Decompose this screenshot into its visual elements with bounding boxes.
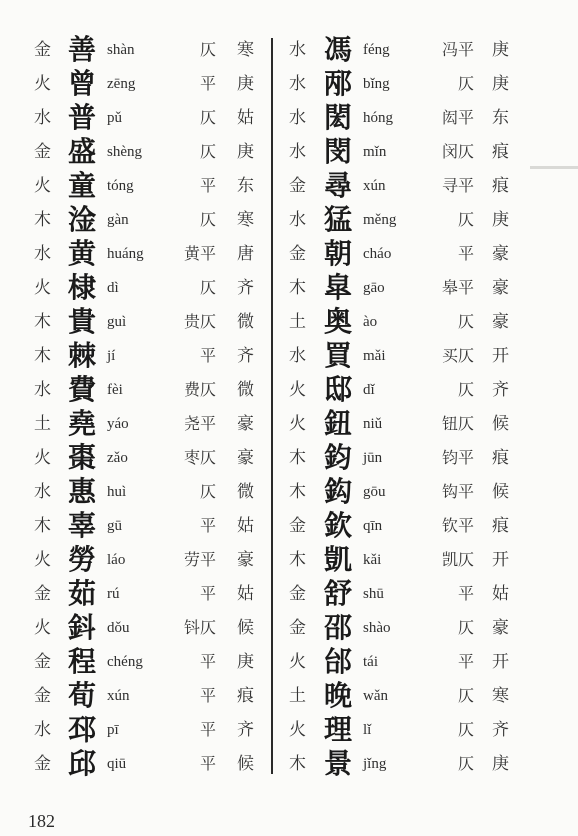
pinyin: qiū bbox=[107, 756, 127, 772]
surname-character: 舒 bbox=[324, 577, 353, 610]
element-label: 水 bbox=[289, 40, 306, 60]
tone-note: 仄 bbox=[199, 482, 216, 501]
entry-row bbox=[278, 237, 578, 271]
element-label: 水 bbox=[289, 346, 306, 366]
entry-row bbox=[278, 645, 578, 679]
element-label: 水 bbox=[34, 720, 51, 740]
entry-row bbox=[278, 271, 578, 305]
element-label: 金 bbox=[289, 584, 306, 604]
entry-row bbox=[278, 373, 578, 407]
surname-character: 鈞 bbox=[324, 441, 353, 474]
pinyin: kǎi bbox=[363, 552, 382, 568]
entry-row bbox=[278, 135, 578, 169]
tone-note: 枣仄 bbox=[183, 448, 216, 467]
pinyin: ào bbox=[363, 314, 378, 330]
pinyin: lǐ bbox=[363, 722, 372, 738]
entry-row bbox=[0, 169, 268, 203]
surname-character: 程 bbox=[68, 645, 97, 678]
tone-note: 仄 bbox=[199, 40, 216, 59]
pinyin: hóng bbox=[363, 110, 393, 126]
rhyme-group: 庚 bbox=[237, 74, 254, 94]
element-label: 火 bbox=[289, 720, 306, 740]
rhyme-group: 开 bbox=[492, 346, 509, 366]
pinyin: chéng bbox=[107, 654, 143, 670]
pinyin: pī bbox=[107, 722, 119, 738]
entry-row bbox=[278, 305, 578, 339]
surname-character: 鈕 bbox=[324, 407, 353, 440]
element-label: 金 bbox=[34, 754, 51, 774]
pinyin: shàn bbox=[107, 42, 135, 58]
surname-character: 盛 bbox=[68, 135, 97, 168]
surname-character: 閎 bbox=[324, 101, 353, 134]
tone-note: 冯平 bbox=[441, 40, 474, 59]
rhyme-group: 齐 bbox=[237, 278, 254, 298]
rhyme-group: 候 bbox=[492, 482, 509, 502]
tone-note: 劳平 bbox=[183, 550, 216, 569]
rhyme-group: 寒 bbox=[492, 686, 509, 706]
entry-row bbox=[0, 543, 268, 577]
surname-character: 鈎 bbox=[324, 475, 353, 508]
pinyin: zēng bbox=[107, 76, 136, 92]
tone-note: 平 bbox=[199, 74, 216, 93]
column-divider bbox=[271, 38, 273, 774]
tone-note: 闳平 bbox=[441, 108, 474, 127]
pinyin: féng bbox=[363, 42, 390, 58]
entry-row bbox=[278, 169, 578, 203]
element-label: 金 bbox=[289, 176, 306, 196]
rhyme-group: 姑 bbox=[237, 584, 254, 604]
pinyin: cháo bbox=[363, 246, 392, 262]
right-column bbox=[278, 33, 578, 781]
tone-note: 寻平 bbox=[441, 176, 474, 195]
surname-character: 猛 bbox=[324, 203, 353, 236]
element-label: 水 bbox=[34, 482, 51, 502]
entry-row bbox=[278, 509, 578, 543]
rhyme-group: 豪 bbox=[492, 278, 509, 298]
tone-note: 仄 bbox=[199, 278, 216, 297]
pinyin: jūn bbox=[363, 450, 383, 466]
tone-note: 平 bbox=[199, 686, 216, 705]
element-label: 木 bbox=[289, 482, 306, 502]
rhyme-group: 候 bbox=[492, 414, 509, 434]
surname-character: 棣 bbox=[68, 271, 97, 304]
element-label: 火 bbox=[34, 74, 51, 94]
entry-row bbox=[0, 509, 268, 543]
entry-row bbox=[278, 679, 578, 713]
entry-row bbox=[0, 713, 268, 747]
tone-note: 钦平 bbox=[441, 516, 474, 535]
pinyin: rú bbox=[107, 586, 120, 602]
rhyme-group: 姑 bbox=[492, 584, 509, 604]
surname-character: 惠 bbox=[68, 475, 97, 508]
rhyme-group: 齐 bbox=[237, 720, 254, 740]
pinyin: huì bbox=[107, 484, 127, 500]
rhyme-group: 庚 bbox=[492, 40, 509, 60]
pinyin: gāo bbox=[363, 280, 385, 296]
surname-character: 淦 bbox=[68, 203, 97, 236]
tone-note: 贵仄 bbox=[183, 312, 216, 331]
tone-note: 仄 bbox=[199, 108, 216, 127]
pinyin: mǎi bbox=[363, 348, 386, 364]
rhyme-group: 东 bbox=[237, 176, 254, 196]
entry-row bbox=[0, 373, 268, 407]
surname-character: 欽 bbox=[324, 509, 353, 542]
surname-character: 勞 bbox=[68, 543, 97, 576]
surname-character: 理 bbox=[324, 713, 353, 746]
rhyme-group: 痕 bbox=[492, 176, 509, 196]
element-label: 木 bbox=[289, 278, 306, 298]
rhyme-group: 候 bbox=[237, 618, 254, 638]
pinyin: láo bbox=[107, 552, 126, 568]
pinyin: guì bbox=[107, 314, 127, 330]
rhyme-group: 豪 bbox=[237, 414, 254, 434]
pinyin: gōu bbox=[363, 484, 386, 500]
surname-character: 堯 bbox=[68, 407, 97, 440]
pinyin: niǔ bbox=[363, 416, 383, 432]
surname-character: 朝 bbox=[324, 237, 353, 270]
tone-note: 仄 bbox=[457, 754, 474, 773]
element-label: 水 bbox=[289, 142, 306, 162]
pinyin: gàn bbox=[107, 212, 129, 228]
tone-note: 尧平 bbox=[183, 414, 216, 433]
pinyin: pǔ bbox=[107, 110, 122, 126]
tone-note: 仄 bbox=[457, 210, 474, 229]
entry-row bbox=[0, 407, 268, 441]
element-label: 金 bbox=[34, 142, 51, 162]
entry-row bbox=[278, 67, 578, 101]
entry-row bbox=[278, 407, 578, 441]
entry-row bbox=[0, 203, 268, 237]
entry-row bbox=[278, 713, 578, 747]
rhyme-group: 开 bbox=[492, 550, 509, 570]
pinyin: wǎn bbox=[363, 688, 388, 704]
entry-row bbox=[0, 271, 268, 305]
surname-character: 茹 bbox=[68, 577, 97, 610]
rhyme-group: 微 bbox=[237, 312, 254, 332]
pinyin: mǐn bbox=[363, 144, 387, 160]
rhyme-group: 痕 bbox=[492, 516, 509, 536]
surname-character: 曾 bbox=[68, 67, 97, 100]
rhyme-group: 姑 bbox=[237, 108, 254, 128]
entry-row bbox=[0, 101, 268, 135]
tone-note: 仄 bbox=[457, 686, 474, 705]
rhyme-group: 庚 bbox=[237, 652, 254, 672]
tone-note: 平 bbox=[199, 176, 216, 195]
tone-note: 凯仄 bbox=[441, 550, 474, 569]
surname-character: 馮 bbox=[324, 33, 353, 66]
pinyin: qīn bbox=[363, 518, 383, 534]
surname-character: 晚 bbox=[324, 679, 353, 712]
element-label: 水 bbox=[289, 210, 306, 230]
entry-row bbox=[278, 611, 578, 645]
rhyme-group: 豪 bbox=[492, 618, 509, 638]
pinyin: xún bbox=[363, 178, 386, 194]
rhyme-group: 微 bbox=[237, 482, 254, 502]
tone-note: 钩平 bbox=[441, 482, 474, 501]
entry-row bbox=[278, 475, 578, 509]
element-label: 土 bbox=[34, 414, 51, 434]
element-label: 水 bbox=[289, 108, 306, 128]
tone-note: 平 bbox=[199, 720, 216, 739]
tone-note: 钭仄 bbox=[183, 618, 216, 637]
element-label: 水 bbox=[289, 74, 306, 94]
tone-note: 平 bbox=[457, 244, 474, 263]
pinyin: gū bbox=[107, 518, 122, 534]
entry-row bbox=[0, 645, 268, 679]
element-label: 火 bbox=[289, 414, 306, 434]
surname-character: 棗 bbox=[68, 441, 97, 474]
entry-row bbox=[278, 101, 578, 135]
entry-row bbox=[278, 747, 578, 781]
element-label: 水 bbox=[34, 244, 51, 264]
surname-character: 奥 bbox=[324, 305, 353, 338]
element-label: 木 bbox=[34, 312, 51, 332]
rhyme-group: 庚 bbox=[492, 74, 509, 94]
surname-character: 買 bbox=[324, 339, 353, 372]
rhyme-group: 齐 bbox=[492, 380, 509, 400]
entry-row bbox=[278, 441, 578, 475]
entry-row bbox=[0, 67, 268, 101]
surname-character: 邰 bbox=[324, 645, 353, 678]
rhyme-group: 微 bbox=[237, 380, 254, 400]
element-label: 火 bbox=[289, 652, 306, 672]
surname-character: 凱 bbox=[324, 543, 353, 576]
element-label: 木 bbox=[289, 754, 306, 774]
pinyin: shào bbox=[363, 620, 391, 636]
pinyin: měng bbox=[363, 212, 397, 228]
tone-note: 费仄 bbox=[183, 380, 216, 399]
surname-character: 費 bbox=[68, 373, 97, 406]
tone-note: 仄 bbox=[457, 380, 474, 399]
rhyme-group: 痕 bbox=[492, 448, 509, 468]
rhyme-group: 姑 bbox=[237, 516, 254, 536]
pinyin: jǐng bbox=[363, 756, 387, 772]
rhyme-group: 痕 bbox=[237, 686, 254, 706]
entry-row bbox=[0, 237, 268, 271]
tone-note: 仄 bbox=[457, 720, 474, 739]
tone-note: 买仄 bbox=[441, 346, 474, 365]
element-label: 火 bbox=[34, 448, 51, 468]
surname-character: 鈄 bbox=[68, 611, 97, 644]
rhyme-group: 豪 bbox=[237, 550, 254, 570]
rhyme-group: 痕 bbox=[492, 142, 509, 162]
pinyin: jí bbox=[107, 348, 116, 364]
element-label: 木 bbox=[289, 448, 306, 468]
pinyin: zǎo bbox=[107, 450, 128, 466]
pinyin: fèi bbox=[107, 382, 123, 398]
entry-row bbox=[0, 611, 268, 645]
surname-character: 棘 bbox=[68, 339, 97, 372]
surname-character: 景 bbox=[324, 747, 353, 780]
entry-row bbox=[0, 135, 268, 169]
entry-row bbox=[0, 475, 268, 509]
rhyme-group: 庚 bbox=[237, 142, 254, 162]
rhyme-group: 庚 bbox=[492, 754, 509, 774]
pinyin: tái bbox=[363, 654, 378, 670]
surname-character: 邸 bbox=[324, 373, 353, 406]
element-label: 金 bbox=[34, 584, 51, 604]
surname-character: 荀 bbox=[68, 679, 97, 712]
tone-note: 皋平 bbox=[441, 278, 474, 297]
element-label: 金 bbox=[34, 686, 51, 706]
pinyin: xún bbox=[107, 688, 130, 704]
entry-row bbox=[0, 747, 268, 781]
tone-note: 黄平 bbox=[183, 244, 216, 263]
rhyme-group: 唐 bbox=[237, 244, 254, 264]
entry-row bbox=[0, 679, 268, 713]
rhyme-group: 东 bbox=[492, 108, 509, 128]
tone-note: 平 bbox=[199, 516, 216, 535]
entry-row bbox=[278, 203, 578, 237]
element-label: 火 bbox=[34, 176, 51, 196]
element-label: 木 bbox=[34, 516, 51, 536]
surname-character: 皐 bbox=[324, 271, 353, 304]
entry-row bbox=[278, 577, 578, 611]
rhyme-group: 豪 bbox=[492, 312, 509, 332]
entry-row bbox=[0, 305, 268, 339]
entry-row bbox=[0, 577, 268, 611]
rhyme-group: 寒 bbox=[237, 210, 254, 230]
tone-note: 平 bbox=[199, 346, 216, 365]
surname-character: 邵 bbox=[324, 611, 353, 644]
element-label: 火 bbox=[34, 550, 51, 570]
tone-note: 闵仄 bbox=[441, 142, 474, 161]
pinyin: dǐ bbox=[363, 382, 375, 398]
surname-character: 閔 bbox=[324, 135, 353, 168]
element-label: 土 bbox=[289, 312, 306, 332]
page-number: 182 bbox=[28, 811, 55, 831]
surname-character: 童 bbox=[68, 169, 97, 202]
tone-note: 平 bbox=[199, 754, 216, 773]
rhyme-group: 齐 bbox=[492, 720, 509, 740]
tone-note: 平 bbox=[457, 584, 474, 603]
entry-row bbox=[278, 33, 578, 67]
element-label: 土 bbox=[289, 686, 306, 706]
element-label: 火 bbox=[34, 278, 51, 298]
element-label: 水 bbox=[34, 108, 51, 128]
tone-note: 平 bbox=[199, 584, 216, 603]
entry-row bbox=[0, 441, 268, 475]
surname-character: 邴 bbox=[324, 67, 353, 100]
rhyme-group: 庚 bbox=[492, 210, 509, 230]
rhyme-group: 豪 bbox=[237, 448, 254, 468]
tone-note: 平 bbox=[457, 652, 474, 671]
pinyin: shèng bbox=[107, 144, 142, 160]
tone-note: 钧平 bbox=[441, 448, 474, 467]
tone-note: 仄 bbox=[199, 210, 216, 229]
entry-row bbox=[0, 339, 268, 373]
surname-character: 辜 bbox=[68, 509, 97, 542]
surname-character: 尋 bbox=[324, 169, 353, 202]
entry-row bbox=[278, 339, 578, 373]
rhyme-group: 齐 bbox=[237, 346, 254, 366]
surname-character: 普 bbox=[68, 101, 97, 134]
element-label: 木 bbox=[289, 550, 306, 570]
tone-note: 仄 bbox=[457, 74, 474, 93]
tone-note: 钮仄 bbox=[441, 414, 474, 433]
element-label: 木 bbox=[34, 210, 51, 230]
element-label: 金 bbox=[289, 244, 306, 264]
surname-character: 邱 bbox=[68, 747, 97, 780]
pinyin: huáng bbox=[107, 246, 144, 262]
rhyme-group: 候 bbox=[237, 754, 254, 774]
surname-character: 邳 bbox=[68, 713, 97, 746]
tone-note: 仄 bbox=[199, 142, 216, 161]
element-label: 水 bbox=[34, 380, 51, 400]
pinyin: tóng bbox=[107, 178, 134, 194]
pinyin: dì bbox=[107, 280, 119, 296]
rhyme-group: 寒 bbox=[237, 40, 254, 60]
element-label: 火 bbox=[34, 618, 51, 638]
surname-character: 善 bbox=[68, 33, 97, 66]
tone-note: 仄 bbox=[457, 618, 474, 637]
left-column bbox=[0, 33, 268, 781]
rhyme-group: 豪 bbox=[492, 244, 509, 264]
tone-note: 仄 bbox=[457, 312, 474, 331]
surname-character: 黄 bbox=[68, 237, 97, 270]
element-label: 金 bbox=[34, 652, 51, 672]
element-label: 金 bbox=[289, 618, 306, 638]
pinyin: bǐng bbox=[363, 76, 390, 92]
pinyin: shū bbox=[363, 586, 384, 602]
surname-character: 貴 bbox=[68, 305, 97, 338]
pinyin: yáo bbox=[107, 416, 129, 432]
entry-row bbox=[0, 33, 268, 67]
tone-note: 平 bbox=[199, 652, 216, 671]
element-label: 火 bbox=[289, 380, 306, 400]
entry-row bbox=[278, 543, 578, 577]
pinyin: dǒu bbox=[107, 620, 130, 636]
element-label: 金 bbox=[289, 516, 306, 536]
element-label: 木 bbox=[34, 346, 51, 366]
element-label: 金 bbox=[34, 40, 51, 60]
rhyme-group: 开 bbox=[492, 652, 509, 672]
